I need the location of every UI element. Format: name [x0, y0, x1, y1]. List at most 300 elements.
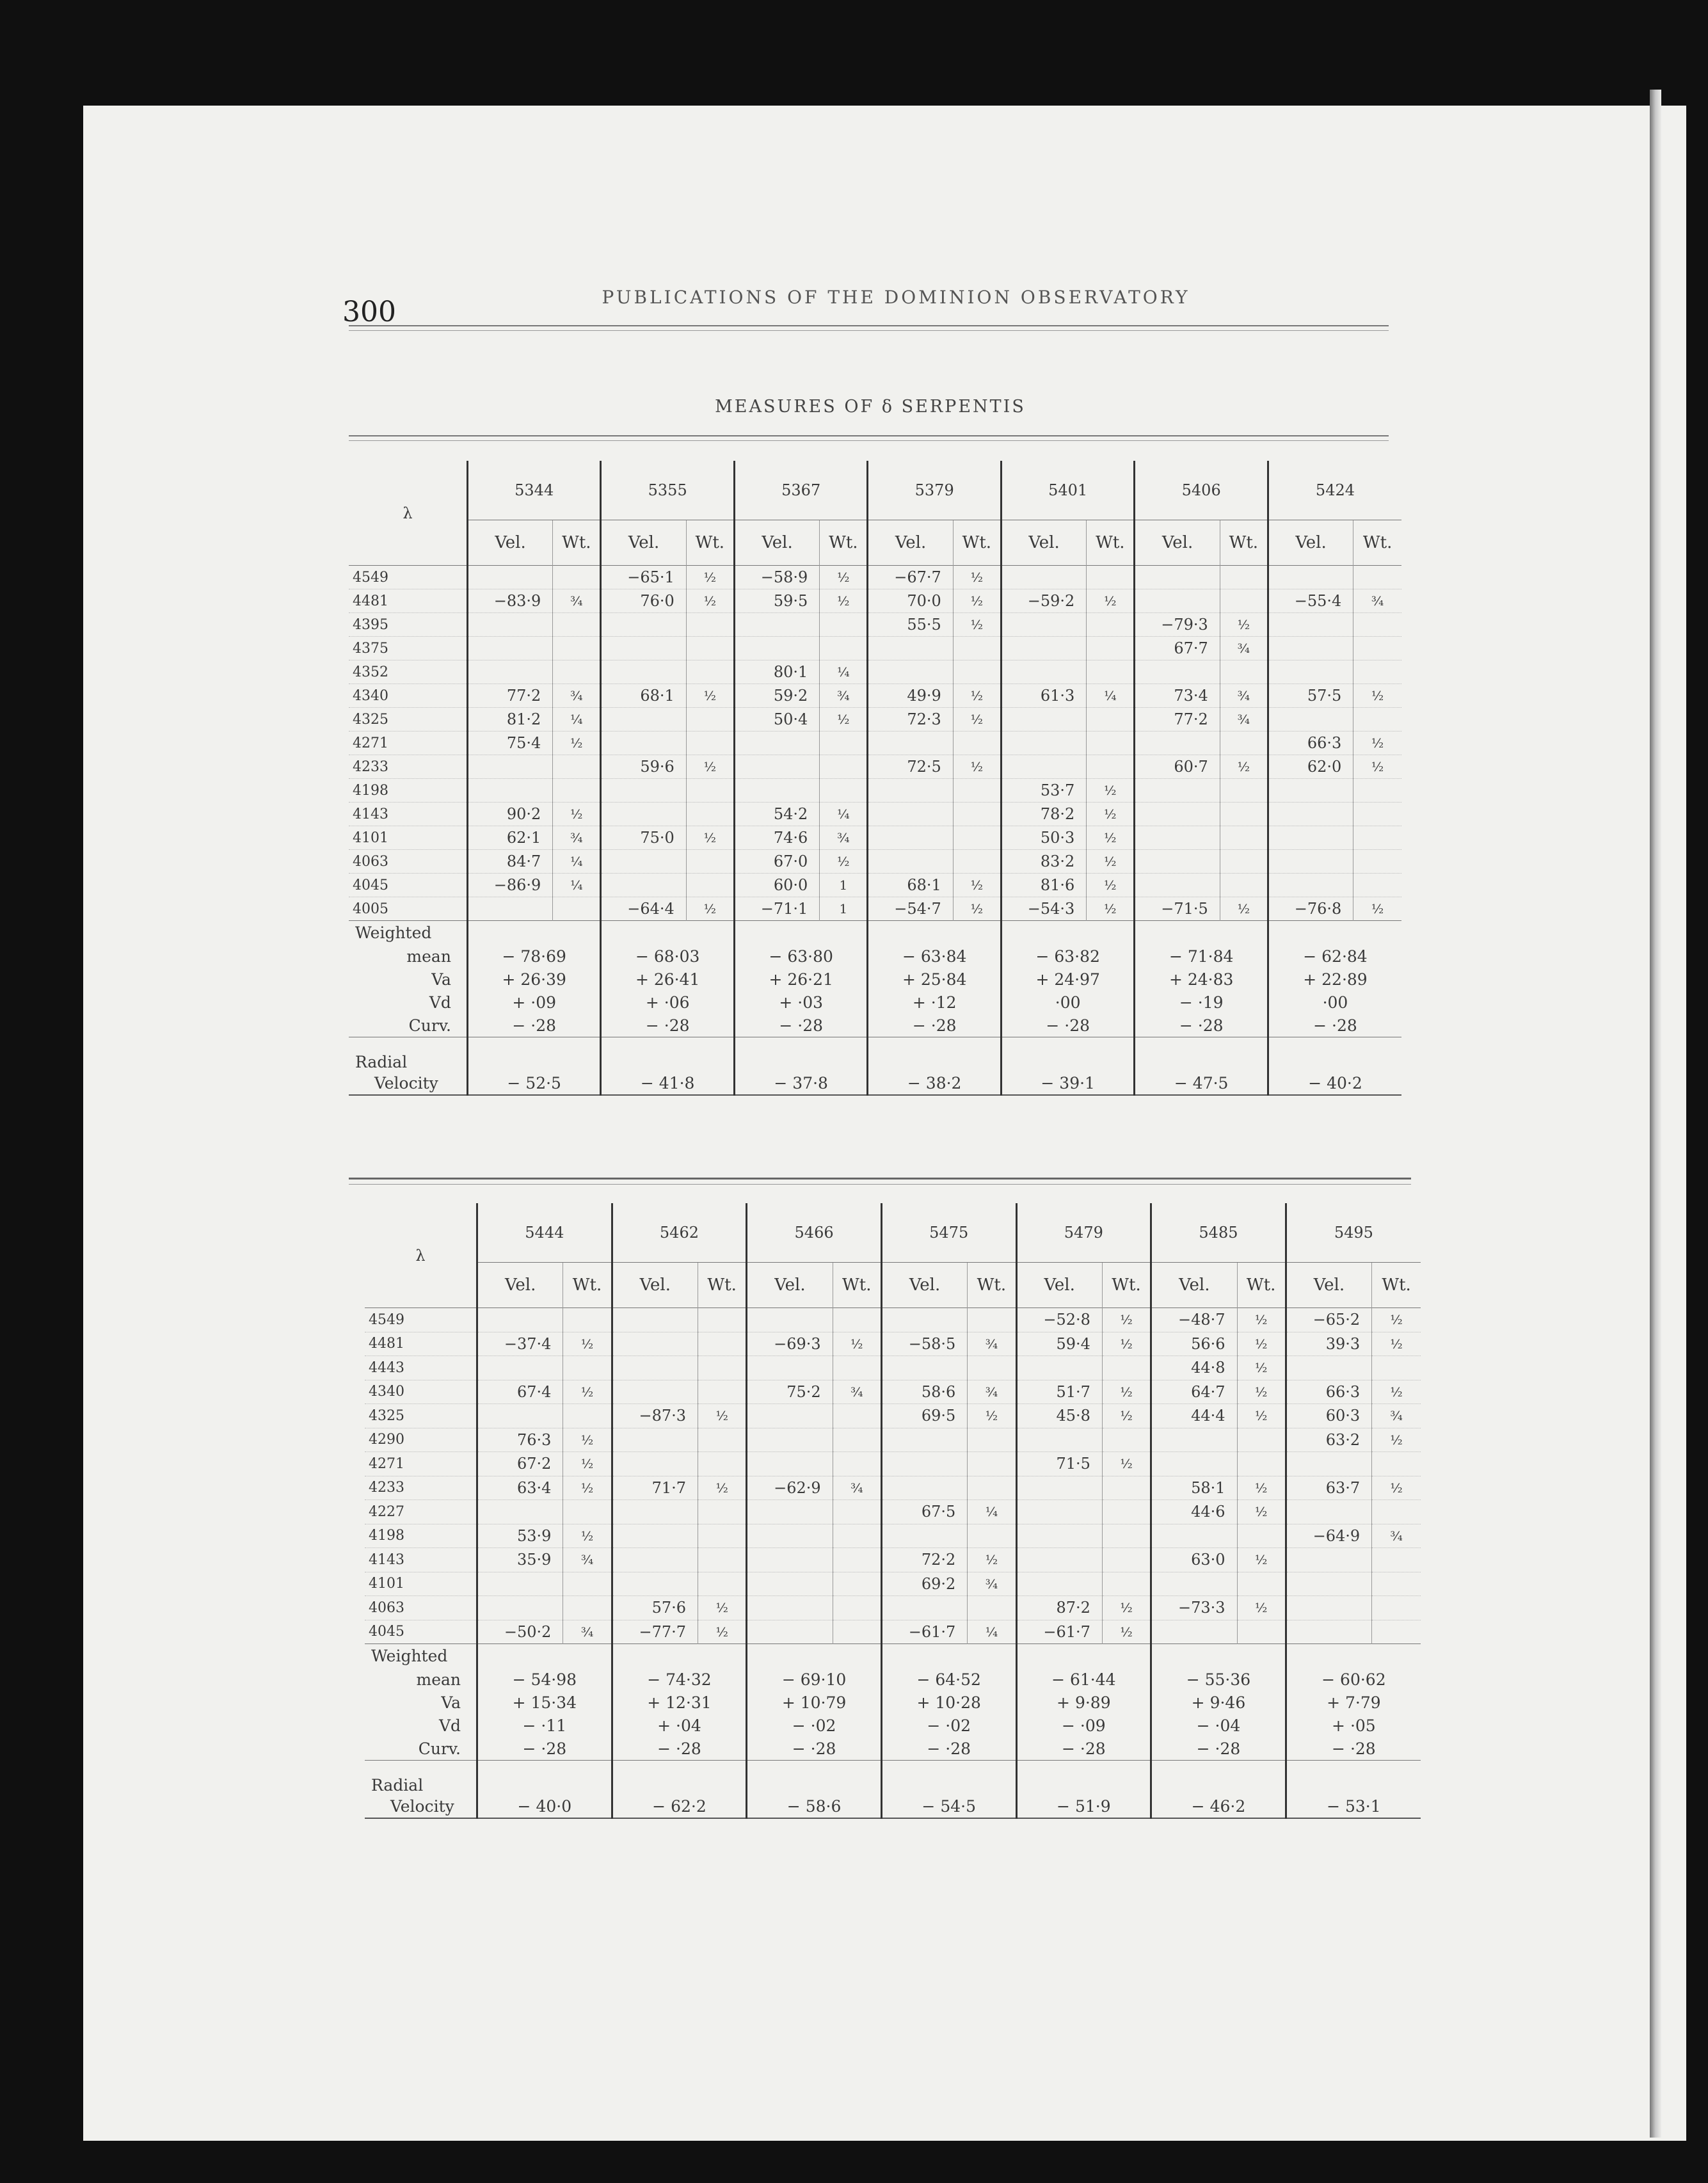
weight-cell: ½	[553, 732, 601, 755]
wt-column-header: Wt.	[833, 1263, 881, 1308]
weight-cell	[953, 779, 1001, 803]
gap-cell	[868, 1037, 1002, 1053]
gap-cell	[467, 1053, 601, 1072]
weight-cell: ½	[1102, 1596, 1151, 1620]
plate-number-header: 5485	[1151, 1203, 1286, 1263]
weight-cell	[698, 1452, 747, 1476]
velocity-cell	[1286, 1452, 1371, 1476]
velocity-cell	[747, 1572, 833, 1596]
weight-cell: ½	[1237, 1356, 1286, 1380]
weight-cell: 1	[820, 897, 868, 921]
velocity-cell	[747, 1356, 833, 1380]
velocity-cell	[734, 779, 819, 803]
gap-cell	[734, 1053, 868, 1072]
vd-value: + ·12	[868, 991, 1002, 1014]
velocity-cell: 77·2	[467, 684, 552, 708]
velocity-cell: −86·9	[467, 874, 552, 897]
curv-label: Curv.	[408, 1016, 451, 1035]
velocity-cell	[1016, 1476, 1102, 1500]
wavelength-cell: 4045	[349, 874, 467, 897]
plate-number-header: 5495	[1286, 1203, 1421, 1263]
velocity-cell	[612, 1356, 698, 1380]
velocity-cell: 60·3	[1286, 1404, 1371, 1428]
velocity-cell	[747, 1524, 833, 1548]
weighted-label: Weighted	[349, 921, 467, 945]
weight-cell: ½	[1220, 897, 1268, 921]
weight-cell	[686, 637, 734, 660]
vel-column-header: Vel.	[868, 520, 953, 566]
velocity-cell: 63·7	[1286, 1476, 1371, 1500]
velocity-cell	[881, 1452, 967, 1476]
va-value: + 24·97	[1001, 968, 1135, 991]
velocity-cell: 69·5	[881, 1404, 967, 1428]
weight-cell	[833, 1500, 881, 1524]
weight-cell	[1353, 874, 1401, 897]
weight-cell	[1237, 1620, 1286, 1644]
va-value: + 22·89	[1268, 968, 1401, 991]
velocity-cell: 57·6	[612, 1596, 698, 1620]
velocity-cell: −50·2	[477, 1620, 563, 1644]
weight-cell: ½	[953, 755, 1001, 779]
wt-column-header: Wt.	[968, 1263, 1016, 1308]
weight-cell: ¾	[1372, 1524, 1421, 1548]
vel-column-header: Vel.	[601, 520, 686, 566]
curv-label: Curv.	[418, 1739, 461, 1758]
weight-cell	[686, 850, 734, 874]
velocity-cell	[601, 874, 686, 897]
summary-spacer	[881, 1644, 1016, 1668]
radial-velocity-value: − 62·2	[612, 1795, 747, 1818]
velocity-cell	[868, 732, 953, 755]
weight-cell: ½	[1220, 755, 1268, 779]
weight-cell	[563, 1572, 612, 1596]
table-row	[365, 1452, 1421, 1476]
weight-cell: ¾	[1220, 708, 1268, 732]
weight-cell	[698, 1356, 747, 1380]
velocity-cell	[868, 826, 953, 850]
velocity-cell: 81·6	[1001, 874, 1086, 897]
radial-velocity-value: − 54·5	[881, 1795, 1016, 1818]
weight-cell	[553, 660, 601, 684]
curvature-value: − ·28	[612, 1738, 747, 1761]
weighted-mean-value: − 64·52	[881, 1668, 1016, 1691]
weight-cell	[953, 850, 1001, 874]
gap-cell	[868, 1053, 1002, 1072]
velocity-cell	[1268, 826, 1353, 850]
weight-cell	[953, 732, 1001, 755]
vel-column-header: Vel.	[1016, 1263, 1102, 1308]
weight-cell	[1087, 660, 1135, 684]
curvature-value: − ·28	[1001, 1014, 1135, 1037]
velocity-cell	[1268, 874, 1353, 897]
weight-cell: ¼	[553, 850, 601, 874]
weight-cell	[1220, 803, 1268, 826]
weight-cell	[563, 1500, 612, 1524]
weight-cell	[968, 1452, 1016, 1476]
curvature-value: − ·28	[601, 1014, 735, 1037]
plate-number-header: 5479	[1016, 1203, 1151, 1263]
table-row	[349, 684, 1401, 708]
velocity-cell	[1151, 1428, 1237, 1452]
summary-spacer	[734, 921, 868, 945]
weight-cell: ½	[953, 684, 1001, 708]
weight-cell	[1372, 1452, 1421, 1476]
velocity-cell: 81·2	[467, 708, 552, 732]
velocity-cell: 72·2	[881, 1548, 967, 1572]
table-row	[365, 1572, 1421, 1596]
velocity-cell: 77·2	[1135, 708, 1220, 732]
velocity-cell	[477, 1308, 563, 1332]
velocity-cell	[612, 1548, 698, 1572]
velocity-cell: −73·3	[1151, 1596, 1237, 1620]
weight-cell: ½	[686, 589, 734, 613]
radial-label: Radial	[371, 1776, 424, 1795]
weight-cell: ½	[698, 1596, 747, 1620]
va-value: + 7·79	[1286, 1691, 1421, 1715]
radial-velocity-value: − 58·6	[747, 1795, 882, 1818]
velocity-cell	[1151, 1572, 1237, 1596]
summary-spacer	[1151, 1644, 1286, 1668]
weight-cell	[1353, 708, 1401, 732]
velocity-cell: 44·8	[1151, 1356, 1237, 1380]
velocity-cell	[1016, 1500, 1102, 1524]
velocity-cell: 75·4	[467, 732, 552, 755]
weight-cell	[1220, 566, 1268, 589]
weighted-mean-value: − 63·80	[734, 945, 868, 968]
vd-value: + ·03	[734, 991, 868, 1014]
velocity-cell	[1268, 637, 1353, 660]
velocity-cell	[1001, 708, 1086, 732]
weight-cell: ¾	[968, 1380, 1016, 1404]
gap-cell	[365, 1761, 477, 1776]
velocity-cell	[747, 1596, 833, 1620]
radial-velocity-value: − 40·0	[477, 1795, 612, 1818]
vd-value: + ·05	[1286, 1715, 1421, 1738]
velocity-cell: −58·9	[734, 566, 819, 589]
velocity-cell	[601, 708, 686, 732]
plate-number-header: 5344	[467, 461, 601, 520]
table-row	[349, 566, 1401, 589]
velocity-cell	[747, 1308, 833, 1332]
gap-cell	[1151, 1761, 1286, 1776]
weight-cell: ½	[953, 874, 1001, 897]
vel-column-header: Vel.	[1151, 1263, 1237, 1308]
gap-cell	[747, 1776, 882, 1795]
weight-cell	[833, 1308, 881, 1332]
velocity-cell	[1016, 1524, 1102, 1548]
wavelength-cell: 4063	[365, 1596, 477, 1620]
velocity-cell: 56·6	[1151, 1332, 1237, 1356]
summary-spacer	[1268, 921, 1401, 945]
velocity-cell: 55·5	[868, 613, 953, 637]
velocity-cell	[1286, 1356, 1371, 1380]
weight-cell: ½	[1087, 850, 1135, 874]
weight-cell: ½	[1372, 1308, 1421, 1332]
weight-cell: ¾	[1220, 637, 1268, 660]
table-row	[365, 1476, 1421, 1500]
table-row	[365, 1332, 1421, 1356]
weighted-label: Weighted	[365, 1644, 477, 1668]
weight-cell: ½	[698, 1476, 747, 1500]
weight-cell: ½	[1372, 1332, 1421, 1356]
weight-cell: ¼	[968, 1500, 1016, 1524]
weight-cell: ½	[1102, 1404, 1151, 1428]
velocity-cell: −76·8	[1268, 897, 1353, 921]
velocity-cell: 50·4	[734, 708, 819, 732]
weight-cell: ½	[686, 684, 734, 708]
velocity-cell: 63·4	[477, 1476, 563, 1500]
weight-cell: ½	[953, 897, 1001, 921]
weight-cell	[1353, 826, 1401, 850]
velocity-cell	[747, 1500, 833, 1524]
weight-cell: ¾	[820, 684, 868, 708]
wavelength-cell: 4443	[365, 1356, 477, 1380]
velocity-cell	[1268, 803, 1353, 826]
gap-cell	[349, 1037, 467, 1053]
gap-cell	[881, 1761, 1016, 1776]
weight-cell: ¼	[968, 1620, 1016, 1644]
weight-cell	[698, 1380, 747, 1404]
weight-cell	[1087, 732, 1135, 755]
weight-cell: ½	[1372, 1476, 1421, 1500]
weight-cell: ½	[563, 1380, 612, 1404]
vel-column-header: Vel.	[467, 520, 552, 566]
wt-column-header: Wt.	[698, 1263, 747, 1308]
velocity-cell	[601, 803, 686, 826]
table-row	[349, 826, 1401, 850]
weighted-mean-value: − 60·62	[1286, 1668, 1421, 1691]
vel-column-header: Vel.	[1286, 1263, 1371, 1308]
weighted-mean-value: − 62·84	[1268, 945, 1401, 968]
curvature-value: − ·28	[881, 1738, 1016, 1761]
wt-column-header: Wt.	[1353, 520, 1401, 566]
weight-cell: ½	[820, 566, 868, 589]
velocity-cell: −64·4	[601, 897, 686, 921]
wt-column-header: Wt.	[1087, 520, 1135, 566]
gap-cell	[747, 1761, 882, 1776]
velocity-cell: 78·2	[1001, 803, 1086, 826]
weight-cell: ½	[1237, 1380, 1286, 1404]
weight-cell	[686, 803, 734, 826]
velocity-cell	[1135, 826, 1220, 850]
va-value: + 25·84	[868, 968, 1002, 991]
head-rule-thin	[349, 330, 1389, 331]
weight-cell: ½	[553, 803, 601, 826]
velocity-cell: 44·4	[1151, 1404, 1237, 1428]
vel-column-header: Vel.	[881, 1263, 967, 1308]
velocity-cell	[747, 1620, 833, 1644]
weight-cell: ½	[1353, 732, 1401, 755]
weight-cell	[1220, 874, 1268, 897]
weight-cell	[686, 779, 734, 803]
velocity-cell	[612, 1332, 698, 1356]
velocity-cell	[1016, 1548, 1102, 1572]
velocity-cell	[601, 732, 686, 755]
table-row	[349, 803, 1401, 826]
velocity-cell	[734, 755, 819, 779]
vel-column-header: Vel.	[747, 1263, 833, 1308]
velocity-cell	[881, 1308, 967, 1332]
curvature-value: − ·28	[747, 1738, 882, 1761]
velocity-cell: 71·5	[1016, 1452, 1102, 1476]
vd-value: ·00	[1268, 991, 1401, 1014]
table-row	[349, 779, 1401, 803]
radial-velocity-value: − 37·8	[734, 1072, 868, 1095]
velocity-cell	[467, 613, 552, 637]
velocity-cell: −65·2	[1286, 1308, 1371, 1332]
velocity-cell: −83·9	[467, 589, 552, 613]
weight-cell	[833, 1548, 881, 1572]
velocity-cell: 50·3	[1001, 826, 1086, 850]
velocity-cell	[612, 1572, 698, 1596]
velocity-cell: 67·5	[881, 1500, 967, 1524]
weight-cell	[1220, 826, 1268, 850]
vel-column-header: Vel.	[477, 1263, 563, 1308]
weight-cell	[553, 755, 601, 779]
weight-cell: ¾	[1353, 589, 1401, 613]
velocity-cell: 59·5	[734, 589, 819, 613]
summary-spacer	[601, 921, 735, 945]
weight-cell	[698, 1548, 747, 1572]
weighted-mean-value: − 61·44	[1016, 1668, 1151, 1691]
wt-column-header: Wt.	[553, 520, 601, 566]
weight-cell	[1220, 850, 1268, 874]
weight-cell	[553, 613, 601, 637]
weight-cell: ½	[1102, 1452, 1151, 1476]
velocity-cell	[1268, 779, 1353, 803]
velocity-cell	[601, 779, 686, 803]
velocity-cell: 76·3	[477, 1428, 563, 1452]
velocity-cell	[601, 660, 686, 684]
wt-column-header: Wt.	[1102, 1263, 1151, 1308]
velocity-cell: −48·7	[1151, 1308, 1237, 1332]
velocity-cell	[1135, 874, 1220, 897]
velocity-cell: 62·0	[1268, 755, 1353, 779]
head-rule	[349, 325, 1389, 326]
weight-cell	[1353, 613, 1401, 637]
weight-cell	[563, 1356, 612, 1380]
weight-cell	[686, 708, 734, 732]
weight-cell: ¾	[553, 684, 601, 708]
weight-cell	[1102, 1572, 1151, 1596]
weight-cell	[686, 874, 734, 897]
wavelength-cell: 4233	[365, 1476, 477, 1500]
wt-column-header: Wt.	[1372, 1263, 1421, 1308]
velocity-cell: 67·7	[1135, 637, 1220, 660]
weight-cell: ½	[1087, 897, 1135, 921]
weight-cell: ½	[1372, 1380, 1421, 1404]
wavelength-cell: 4198	[349, 779, 467, 803]
velocity-cell: 68·1	[601, 684, 686, 708]
weight-cell: ¼	[553, 874, 601, 897]
velocity-cell	[1001, 732, 1086, 755]
weight-cell: ½	[953, 708, 1001, 732]
weight-cell	[1372, 1500, 1421, 1524]
weighted-mean-value: − 68·03	[601, 945, 735, 968]
wavelength-cell: 4101	[365, 1572, 477, 1596]
weight-cell	[1237, 1572, 1286, 1596]
summary-spacer	[1016, 1644, 1151, 1668]
weight-cell: ½	[1102, 1332, 1151, 1356]
va-value: + 26·41	[601, 968, 735, 991]
weighted-mean-value: − 69·10	[747, 1668, 882, 1691]
summary-spacer	[477, 1644, 612, 1668]
velocity-cell	[1135, 566, 1220, 589]
weight-cell	[1353, 637, 1401, 660]
velocity-cell: −52·8	[1016, 1308, 1102, 1332]
weight-cell: ½	[1237, 1500, 1286, 1524]
wavelength-cell: 4325	[365, 1404, 477, 1428]
curvature-value: − ·28	[477, 1738, 612, 1761]
velocity-cell	[467, 637, 552, 660]
vd-value: + ·09	[467, 991, 601, 1014]
velocity-cell: 58·1	[1151, 1476, 1237, 1500]
weight-cell	[820, 613, 868, 637]
weight-cell: ½	[1087, 874, 1135, 897]
velocity-cell: −71·1	[734, 897, 819, 921]
weight-cell	[833, 1404, 881, 1428]
table-row	[349, 613, 1401, 637]
velocity-cell	[734, 732, 819, 755]
weight-cell: ½	[686, 897, 734, 921]
table-row	[349, 897, 1401, 921]
table-row	[365, 1500, 1421, 1524]
velocity-cell	[467, 660, 552, 684]
table-row	[365, 1308, 1421, 1332]
weight-cell	[1353, 779, 1401, 803]
wavelength-cell: 4143	[365, 1548, 477, 1572]
velocity-cell: −67·7	[868, 566, 953, 589]
velocity-label: Velocity	[365, 1795, 477, 1818]
vd-value: + ·06	[601, 991, 735, 1014]
weighted-mean-value: − 78·69	[467, 945, 601, 968]
gap-cell	[1001, 1037, 1135, 1053]
weight-cell	[553, 637, 601, 660]
weight-cell: ½	[698, 1620, 747, 1644]
velocity-cell	[881, 1596, 967, 1620]
weight-cell: ½	[1237, 1548, 1286, 1572]
va-value: + 12·31	[612, 1691, 747, 1715]
velocity-cell	[477, 1572, 563, 1596]
velocity-cell: 67·4	[477, 1380, 563, 1404]
weight-cell: ¾	[1220, 684, 1268, 708]
vd-value: − ·19	[1135, 991, 1268, 1014]
wavelength-cell: 4549	[365, 1308, 477, 1332]
plate-number-header: 5355	[601, 461, 735, 520]
velocity-cell	[612, 1380, 698, 1404]
curvature-value: − ·28	[868, 1014, 1002, 1037]
velocity-cell: 67·2	[477, 1452, 563, 1476]
mid-rule-thin	[349, 1184, 1411, 1185]
velocity-cell: −61·7	[1016, 1620, 1102, 1644]
weight-cell	[1372, 1596, 1421, 1620]
velocity-cell: −79·3	[1135, 613, 1220, 637]
weight-cell: ½	[686, 826, 734, 850]
weight-cell: ½	[1102, 1308, 1151, 1332]
weight-cell	[820, 732, 868, 755]
weight-cell	[553, 779, 601, 803]
weight-cell: ½	[1237, 1596, 1286, 1620]
weighted-mean-value: − 63·82	[1001, 945, 1135, 968]
wavelength-cell: 4233	[349, 755, 467, 779]
radial-velocity-value: − 40·2	[1268, 1072, 1401, 1095]
wt-column-header: Wt.	[563, 1263, 612, 1308]
table-top-rule	[349, 435, 1389, 436]
table-row	[349, 874, 1401, 897]
velocity-cell: 83·2	[1001, 850, 1086, 874]
velocity-cell: 62·1	[467, 826, 552, 850]
weight-cell: ½	[833, 1332, 881, 1356]
